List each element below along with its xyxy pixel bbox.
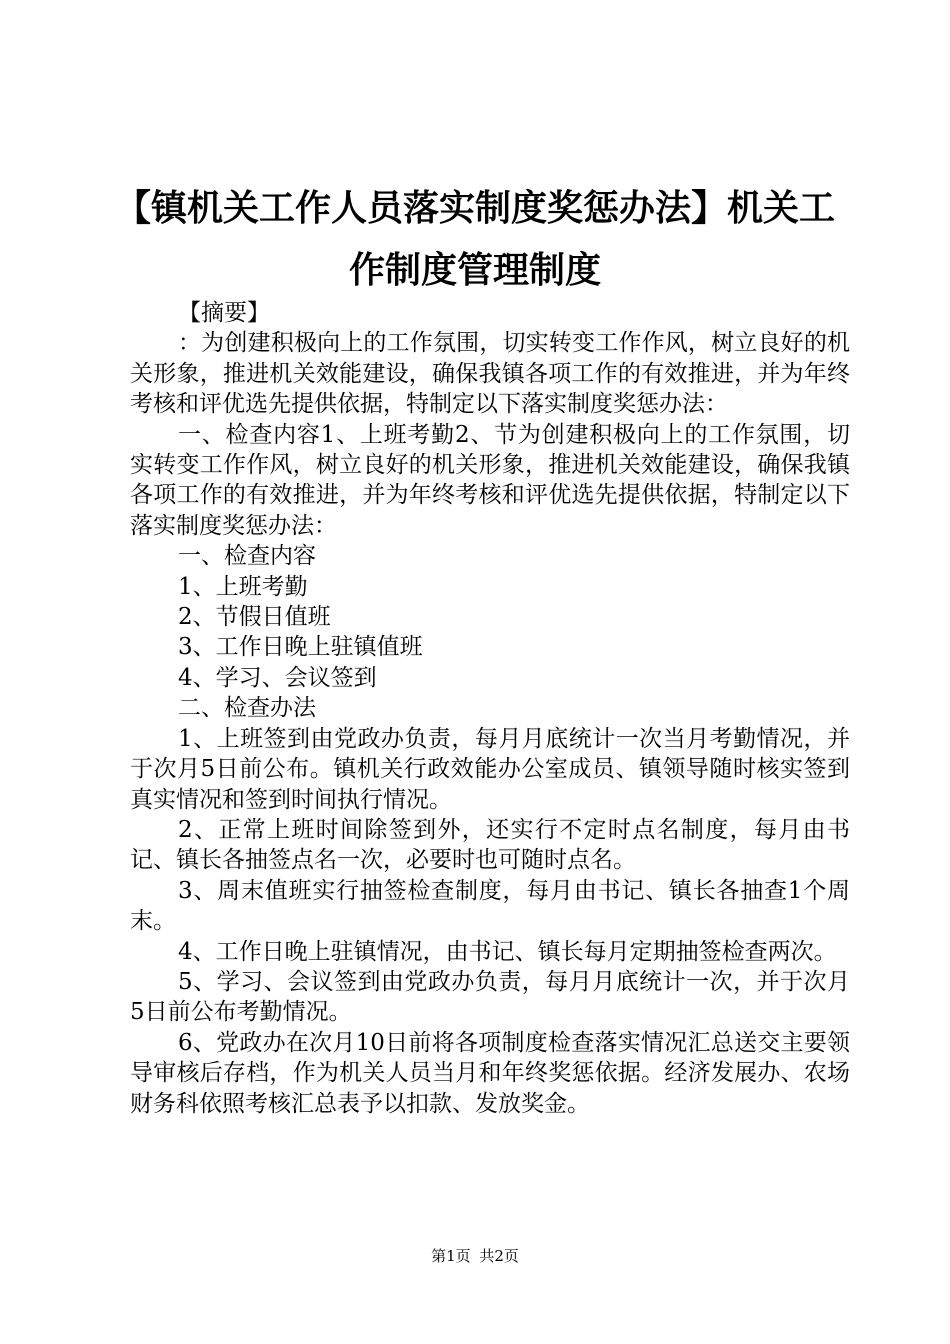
method-paragraph: 3、周末值班实行抽签检查制度，每月由书记、镇长各抽查1个周末。 (130, 877, 850, 935)
title-line-2: 作制度管理制度 (348, 250, 601, 291)
method-paragraph: 1、上班签到由党政办负责，每月月底统计一次当月考勤情况，并于次月5日前公布。镇机关行政效能办公室成员、镇领导随时核实签到真实情况和签到时间执行情况。 (130, 725, 850, 813)
document-body (130, 298, 850, 1119)
list-item: 1、上班考勤 (178, 573, 308, 600)
section-heading-check-method: 二、检查办法 (178, 695, 316, 722)
method-paragraph: 2、正常上班时间除签到外，还实行不定时点名制度，每月由书记、镇长各抽签点名一次，必要时也可随时点名。 (130, 816, 850, 874)
method-paragraph: 6、党政办在次月10日前将各项制度检查落实情况汇总送交主要领导审核后存档，作为机关人员当月和年终奖惩依据。经济发展办、农场财务科依照考核汇总表予以扣款、发放奖金。 (130, 1029, 850, 1117)
page-total: 共2页 (479, 1247, 519, 1265)
document-title (100, 178, 850, 302)
method-paragraph: 4、工作日晚上驻镇情况，由书记、镇长每月定期抽签检查两次。 (178, 938, 837, 965)
list-item: 2、节假日值班 (178, 604, 331, 631)
list-item: 4、学习、会议签到 (178, 664, 377, 691)
page-number: 第1页 (431, 1247, 471, 1265)
method-paragraph: 5、学习、会议签到由党政办负责，每月月底统计一次，并于次月5日前公布考勤情况。 (130, 968, 850, 1026)
page-footer (0, 1246, 950, 1266)
section-heading-check-content: 一、检查内容 (178, 543, 316, 570)
abstract-paragraph: ：为创建积极向上的工作氛围，切实转变工作作风，树立良好的机关形象，推进机关效能建设，确保我镇各项工作的有效推进，并为年终考核和评优选先提供依据，特制定以下落实制度奖惩办法： (130, 330, 850, 418)
body-paragraph: 一、检查内容1、上班考勤2、节为创建积极向上的工作氛围，切实转变工作作风，树立良好的机关形象，推进机关效能建设，确保我镇各项工作的有效推进，并为年终考核和评优选先提供依据，特制定以下落实制度奖惩办法： (130, 421, 850, 539)
abstract-heading: 【摘要】 (178, 300, 270, 326)
title-line-1: 【镇机关工作人员落实制度奖惩办法】机关工 (114, 188, 835, 229)
list-item: 3、工作日晚上驻镇值班 (178, 634, 423, 661)
